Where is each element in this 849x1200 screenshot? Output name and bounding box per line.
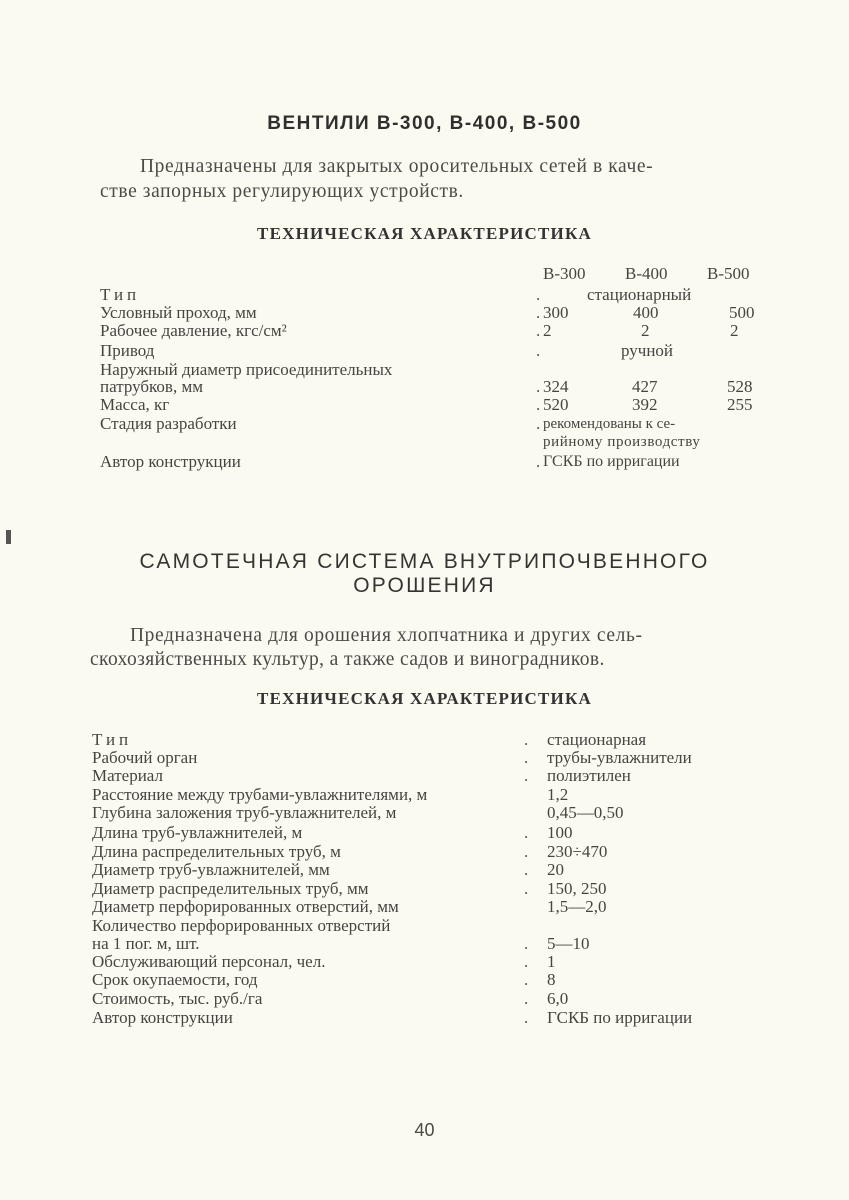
row-value: 1,5—2,0 [547,897,607,916]
row-value-b500: 2 [730,321,739,340]
row-value: 230÷470 [547,842,608,861]
column-header-b500: В-500 [707,264,750,283]
row-value-b500: 528 [727,377,753,396]
row-value: 20 [547,860,564,879]
row-value: ручной [621,341,674,360]
row-label: Тип [92,730,133,749]
section1-description-line2: стве запорных регулирующих устройств. [100,181,464,202]
row-value: ГСКБ по ирригации [543,453,680,470]
section2-description-line2: скохозяйственных культур, а также садов и виноградников. [90,649,605,670]
column-header-b300: В-300 [543,264,586,283]
row-label: Привод [100,341,155,360]
row-value-b400: 2 [641,321,650,340]
leader-dot: . [536,321,541,340]
row-label: патрубков, мм [100,377,203,396]
row-value: 150, 250 [547,879,607,898]
row-value-b300: 520 [543,395,569,414]
leader-dot: . [524,842,529,861]
section2-title-line1: САМОТЕЧНАЯ СИСТЕМА ВНУТРИПОЧВЕННОГО [139,550,710,573]
section2-spec-heading: ТЕХНИЧЕСКАЯ ХАРАКТЕРИСТИКА [257,689,592,708]
row-label: Автор конструкции [92,1008,233,1027]
row-label: Глубина заложения труб-увлажнителей, м [92,803,397,822]
row-value: стационарный [587,285,692,304]
row-label: Стоимость, тыс. руб./га [92,989,263,1008]
row-label: Наружный диаметр присоединительных [100,360,393,379]
row-label: Рабочее давление, кгс/см² [100,321,287,340]
leader-dot: . [524,766,529,785]
row-value-b300: 2 [543,321,552,340]
row-label: Условный проход, мм [100,303,257,322]
row-label: Диаметр перфорированных отверстий, мм [92,897,399,916]
section2-title-line2: ОРОШЕНИЯ [353,574,496,597]
section1-spec-heading: ТЕХНИЧЕСКАЯ ХАРАКТЕРИСТИКА [257,224,592,243]
leader-dot: . [524,934,529,953]
row-value: 1 [547,952,556,971]
leader-dot: . [524,952,529,971]
scan-edge-mark [6,530,11,544]
row-label: Количество перфорированных отверстий [92,916,391,935]
column-header-b400: В-400 [625,264,668,283]
section1-title: ВЕНТИЛИ В-300, В-400, В-500 [267,113,582,134]
leader-dot: . [536,341,541,360]
leader-dot: . [536,285,541,304]
row-label: Расстояние между трубами-увлажнителями, м [92,785,428,804]
row-value: полиэтилен [547,766,631,785]
row-label: Автор конструкции [100,452,241,471]
leader-dot: . [524,989,529,1008]
leader-dot: . [536,377,541,396]
row-value-b500: 255 [727,395,753,414]
page-number: 40 [414,1120,435,1140]
row-label: Диаметр труб-увлажнителей, мм [92,860,330,879]
row-label: Диаметр распределительных труб, мм [92,879,369,898]
row-value: 1,2 [547,785,569,804]
row-label: на 1 пог. м, шт. [92,934,200,953]
leader-dot: . [524,748,529,767]
leader-dot: . [536,452,541,471]
section1-description-line1: Предназначены для закрытых оросительных сетей в каче- [140,156,654,177]
row-value-b300: 324 [543,377,569,396]
leader-dot: . [536,414,541,433]
leader-dot: . [524,730,529,749]
leader-dot: . [536,303,541,322]
row-value: 8 [547,970,556,989]
section2-description-line1: Предназначена для орошения хлопчатника и других сель- [130,625,643,646]
row-label: Обслуживающий персонал, чел. [92,952,326,971]
row-value: 6,0 [547,989,569,1008]
row-value: трубы-увлажнители [547,748,692,767]
row-value-b400: 392 [632,395,658,414]
row-value-b400: 427 [632,377,658,396]
row-label: Масса, кг [100,395,170,414]
leader-dot: . [524,879,529,898]
row-value: ГСКБ по ирригации [547,1008,693,1027]
row-label: Рабочий орган [92,748,198,767]
row-value: рекомендованы к се- [543,416,676,432]
leader-dot: . [524,970,529,989]
row-value-b500: 500 [729,303,755,322]
row-value: 5—10 [547,934,590,953]
row-value: рийному производству [543,434,701,450]
row-label: Длина труб-увлажнителей, м [92,823,303,842]
leader-dot: . [524,823,529,842]
leader-dot: . [524,860,529,879]
leader-dot: . [524,1008,529,1027]
row-label: Материал [92,766,163,785]
row-label: Тип [100,285,141,304]
row-value: 100 [547,823,573,842]
row-label: Срок окупаемости, год [92,970,258,989]
leader-dot: . [536,395,541,414]
row-label: Стадия разработки [100,414,237,433]
row-value-b300: 300 [543,303,569,322]
row-value: стационарная [547,730,647,749]
row-value: 0,45—0,50 [547,803,624,822]
row-value-b400: 400 [633,303,659,322]
row-label: Длина распределительных труб, м [92,842,341,861]
